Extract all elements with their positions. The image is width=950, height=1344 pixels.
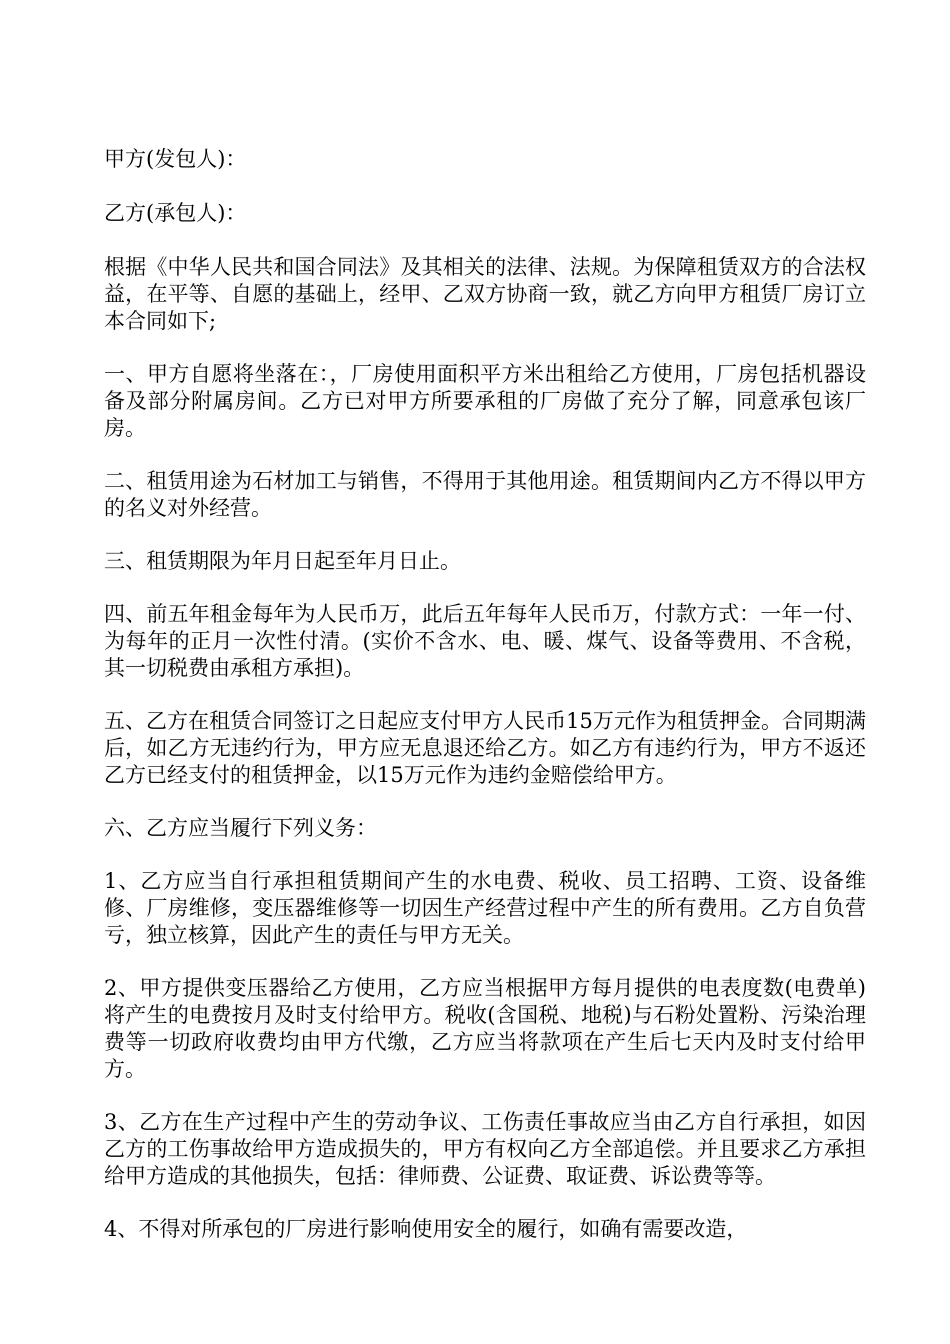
party-a-line: 甲方(发包人)： xyxy=(104,147,247,171)
obligation-4-paragraph: 4、不得对所承包的厂房进行影响使用安全的履行，如确有需要改造， xyxy=(104,1217,748,1241)
obligation-2-paragraph: 2、甲方提供变压器给乙方使用，乙方应当根据甲方每月提供的电表度数(电费单)将产生的电费按月及时支付给甲方。税收(含国税、地税)与石粉处置粉、污染治理费等一切政府收费均由甲方代缴，乙方应当将款项在产生后七天内及时支付给甲方。 xyxy=(104,976,866,1081)
clause-1-paragraph: 一、甲方自愿将坐落在：，厂房使用面积平方米出租给乙方使用，厂房包括机器设备及部分附属房间。乙方已对甲方所要承租的厂房做了充分了解，同意承包该厂房。 xyxy=(104,362,866,440)
clause-2-paragraph: 二、租赁用途为石材加工与销售，不得用于其他用途。租赁期间内乙方不得以甲方的名义对外经营。 xyxy=(104,469,866,520)
clause-3-paragraph: 三、租赁期限为年月日起至年月日止。 xyxy=(104,549,461,573)
contract-body xyxy=(104,146,866,1269)
preamble-paragraph: 根据《中华人民共和国合同法》及其相关的法律、法规。为保障租赁双方的合法权益，在平等、自愿的基础上，经甲、乙双方协商一致，就乙方向甲方租赁厂房订立本合同如下; xyxy=(104,255,866,333)
clause-6-heading: 六、乙方应当履行下列义务： xyxy=(104,816,377,840)
obligation-3-paragraph: 3、乙方在生产过程中产生的劳动争议、工伤责任事故应当由乙方自行承担，如因乙方的工伤事故给甲方造成损失的，甲方有权向乙方全部追偿。并且要求乙方承担给甲方造成的其他损失，包括：律师费、公证费、取证费、诉讼费等等。 xyxy=(104,1110,866,1188)
clause-5-paragraph: 五、乙方在租赁合同签订之日起应支付甲方人民币15万元作为租赁押金。合同期满后，如乙方无违约行为，甲方应无息退还给乙方。如乙方有违约行为，甲方不返还乙方已经支付的租赁押金，以15万元作为违约金赔偿给甲方。 xyxy=(104,709,866,787)
obligation-1-paragraph: 1、乙方应当自行承担租赁期间产生的水电费、税收、员工招聘、工资、设备维修、厂房维修，变压器维修等一切因生产经营过程中产生的所有费用。乙方自负营亏，独立核算，因此产生的责任与甲方无关。 xyxy=(104,869,866,947)
clause-4-paragraph: 四、前五年租金每年为人民币万，此后五年每年人民币万，付款方式：一年一付、为每年的正月一次性付清。(实价不含水、电、暖、煤气、设备等费用、不含税，其一切税费由承租方承担)。 xyxy=(104,602,866,680)
party-b-line: 乙方(承包人)： xyxy=(104,201,247,225)
